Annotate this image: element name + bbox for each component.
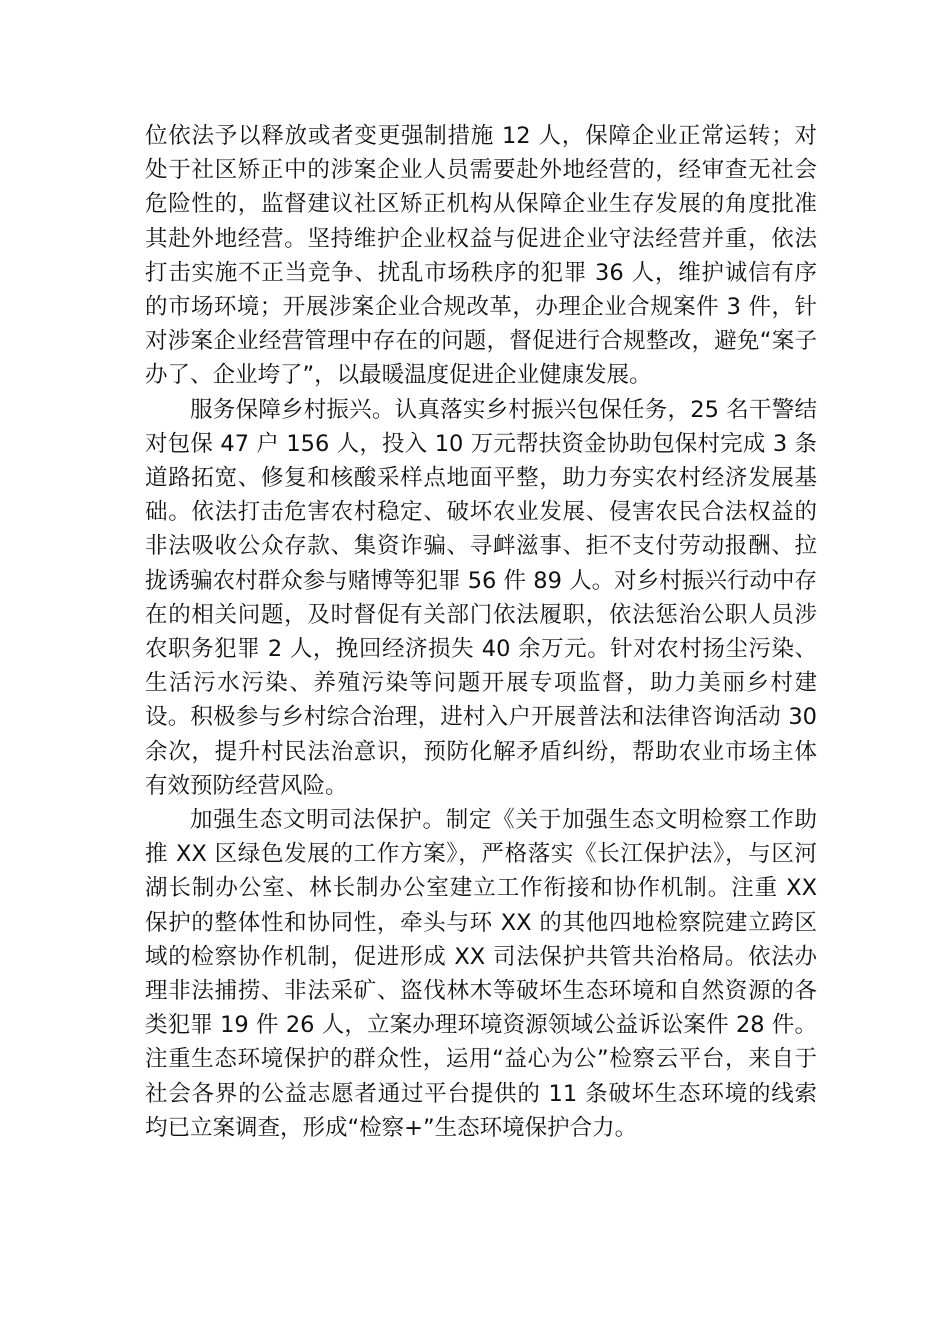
- document-body: [145, 119, 817, 1145]
- paragraph-rural-revitalization: 服务保障乡村振兴。认真落实乡村振兴包保任务，25 名干警结对包保 47 户 156 人，投入 10 万元帮扶资金协助包保村完成 3 条道路拓宽、修复和核酸采样点地面平整，助力夯实农村经济发展基础。依法打击危害农村稳定、破坏农业发展、侵害农民合法权益的非法吸收公众存款、集资诈骗、寻衅滋事、拒不支付劳动报酬、拉拢诱骗农村群众参与赌博等犯罪 56 件 89 人。对乡村振兴行动中存在的相关问题，及时督促有关部门依法履职，依法惩治公职人员涉农职务犯罪 2 人，挽回经济损失 40 余万元。针对农村扬尘污染、生活污水污染、养殖污染等问题开展专项监督，助力美丽乡村建设。积极参与乡村综合治理，进村入户开展普法和法律咨询活动 30 余次，提升村民法治意识，预防化解矛盾纠纷，帮助农业市场主体有效预防经营风险。: [145, 396, 817, 799]
- paragraph-ecological-protection: 加强生态文明司法保护。制定《关于加强生态文明检察工作助推 XX 区绿色发展的工作方案》，严格落实《长江保护法》，与区河湖长制办公室、林长制办公室建立工作衔接和协作机制。注重 XX 保护的整体性和协同性，牵头与环 XX 的其他四地检察院建立跨区域的检察协作机制，促进形成 XX 司法保护共管共治格局。依法办理非法捕捞、非法采矿、盗伐林木等破坏生态环境和自然资源的各类犯罪 19 件 26 人，立案办理环境资源领域公益诉讼案件 28 件。注重生态环境保护的群众性，运用“益心为公”检察云平台，来自于社会各界的公益志愿者通过平台提供的 11 条破坏生态环境的线索均已立案调查，形成“检察+”生态环境保护合力。: [145, 807, 817, 1141]
- paragraph-continuation: 位依法予以释放或者变更强制措施 12 人，保障企业正常运转；对处于社区矫正中的涉案企业人员需要赴外地经营的，经审查无社会危险性的，监督建议社区矫正机构从保障企业生存发展的角度批准其赴外地经营。坚持维护企业权益与促进企业守法经营并重，依法打击实施不正当竞争、扰乱市场秩序的犯罪 36 人，维护诚信有序的市场环境；开展涉案企业合规改革，办理企业合规案件 3 件，针对涉案企业经营管理中存在的问题，督促进行合规整改，避免“案子办了、企业垮了”，以最暖温度促进企业健康发展。: [145, 123, 817, 389]
